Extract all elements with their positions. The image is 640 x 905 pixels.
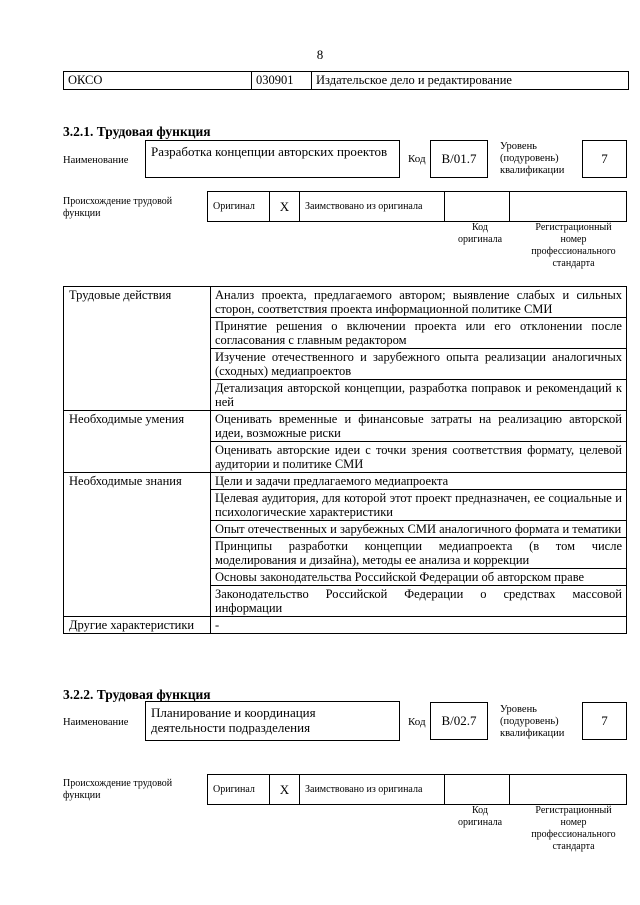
code-original-caption-1: [440, 222, 520, 246]
code-original-cell: [445, 775, 510, 804]
function-name-line: Планирование и координация: [151, 705, 316, 720]
origin-label-line: функции: [63, 790, 101, 801]
page-number: 8: [316, 47, 324, 62]
table-cell: Основы законодательства Российской Федерации об авторском праве: [211, 569, 627, 586]
knowledge-label: Необходимые знания: [64, 473, 211, 617]
okso-code: 030901: [252, 72, 312, 89]
level-label-2: [500, 704, 564, 740]
function-code-box-1: [430, 140, 488, 178]
table-cell: Законодательство Российской Федерации о средствах массовой информации: [211, 586, 627, 617]
caption-line: профессионального: [531, 246, 616, 257]
section-title-2: 3.2.2. Трудовая функция: [63, 687, 211, 702]
code-label-2: Код: [408, 716, 426, 728]
table-cell: Принятие решения о включении проекта или его отклонении после согласования с главным редактором: [211, 318, 627, 349]
function-name-box-1: [145, 140, 400, 178]
requirements-table: [63, 286, 627, 634]
code-label-1: Код: [408, 153, 426, 165]
function-name-box-2: [145, 701, 400, 741]
original-cell: Оригинал: [208, 775, 270, 804]
caption-line: Код: [472, 805, 488, 816]
code-original-caption-2: [440, 805, 520, 829]
table-cell: Принципы разработки концепции медиапроекта (в том числе моделирования и дизайна), методы ее анализа и коррекции: [211, 538, 627, 569]
table-cell: Целевая аудитория, для которой этот проект предназначен, ее социальные и психологические характеристики: [211, 490, 627, 521]
name-label-2: Наименование: [63, 717, 129, 728]
level-label-line: Уровень: [500, 141, 537, 152]
caption-line: оригинала: [457, 817, 503, 828]
caption-line: Регистрационный: [535, 222, 612, 233]
okso-label: ОКСО: [64, 72, 252, 89]
level-label-line: квалификации: [500, 165, 565, 176]
section-title-1: 3.2.1. Трудовая функция: [63, 124, 211, 139]
table-row: [64, 473, 627, 490]
level-value-2: 7: [601, 713, 608, 728]
level-box-2: [582, 702, 627, 740]
origin-label-1: [63, 196, 172, 220]
reg-number-cell: [510, 192, 626, 221]
origin-table-1: [207, 191, 627, 222]
skills-label: Необходимые умения: [64, 411, 211, 473]
caption-line: стандарта: [552, 841, 595, 852]
level-box-1: [582, 140, 627, 178]
origin-label-line: функции: [63, 208, 101, 219]
origin-label-line: Происхождение трудовой: [63, 196, 173, 207]
table-cell: Опыт отечественных и зарубежных СМИ аналогичного формата и тематики: [211, 521, 627, 538]
caption-line: Код: [472, 222, 488, 233]
borrowed-cell: Заимствовано из оригинала: [300, 192, 445, 221]
reg-number-cell: [510, 775, 626, 804]
caption-line: номер: [560, 234, 587, 245]
table-row: [64, 617, 627, 634]
original-mark: X: [270, 192, 300, 221]
reg-number-caption-2: [520, 805, 627, 853]
function-name-1: Разработка концепции авторских проектов: [151, 144, 388, 159]
original-mark: X: [270, 775, 300, 804]
table-cell: Оценивать временные и финансовые затраты на реализацию авторской идеи, возможные риски: [211, 411, 627, 442]
borrowed-cell: Заимствовано из оригинала: [300, 775, 445, 804]
level-label-line: (подуровень): [500, 153, 559, 164]
caption-line: номер: [560, 817, 587, 828]
table-row: [64, 287, 627, 318]
table-cell: Цели и задачи предлагаемого медиапроекта: [211, 473, 627, 490]
other-value: -: [211, 617, 627, 634]
caption-line: оригинала: [457, 234, 503, 245]
level-label-line: Уровень: [500, 704, 537, 715]
other-label: Другие характеристики: [64, 617, 211, 634]
name-label-1: Наименование: [63, 155, 129, 166]
origin-table-2: [207, 774, 627, 805]
origin-label-2: [63, 778, 172, 802]
origin-label-line: Происхождение трудовой: [63, 778, 173, 789]
function-code-box-2: [430, 702, 488, 740]
actions-label: Трудовые действия: [64, 287, 211, 411]
level-label-1: [500, 141, 564, 177]
original-cell: Оригинал: [208, 192, 270, 221]
code-original-cell: [445, 192, 510, 221]
function-code-2: B/02.7: [441, 713, 477, 728]
reg-number-caption-1: [520, 222, 627, 270]
level-label-line: (подуровень): [500, 716, 559, 727]
level-label-line: квалификации: [500, 728, 565, 739]
caption-line: стандарта: [552, 258, 595, 269]
table-cell: Оценивать авторские идеи с точки зрения соответствия формату, целевой аудитории и политике СМИ: [211, 442, 627, 473]
table-cell: Изучение отечественного и зарубежного опыта реализации аналогичных (сходных) медиапроектов: [211, 349, 627, 380]
okso-name: Издательское дело и редактирование: [316, 73, 512, 87]
table-cell: Детализация авторской концепции, разработка поправок и рекомендаций к ней: [211, 380, 627, 411]
function-name-line: деятельности подразделения: [151, 720, 311, 735]
level-value-1: 7: [601, 151, 608, 166]
table-row: [64, 411, 627, 442]
table-cell: Анализ проекта, предлагаемого автором; выявление слабых и сильных сторон, соответствия проекта информационной политике СМИ: [211, 287, 627, 318]
caption-line: Регистрационный: [535, 805, 612, 816]
okso-row: [63, 71, 629, 90]
caption-line: профессионального: [531, 829, 616, 840]
function-code-1: B/01.7: [441, 151, 477, 166]
